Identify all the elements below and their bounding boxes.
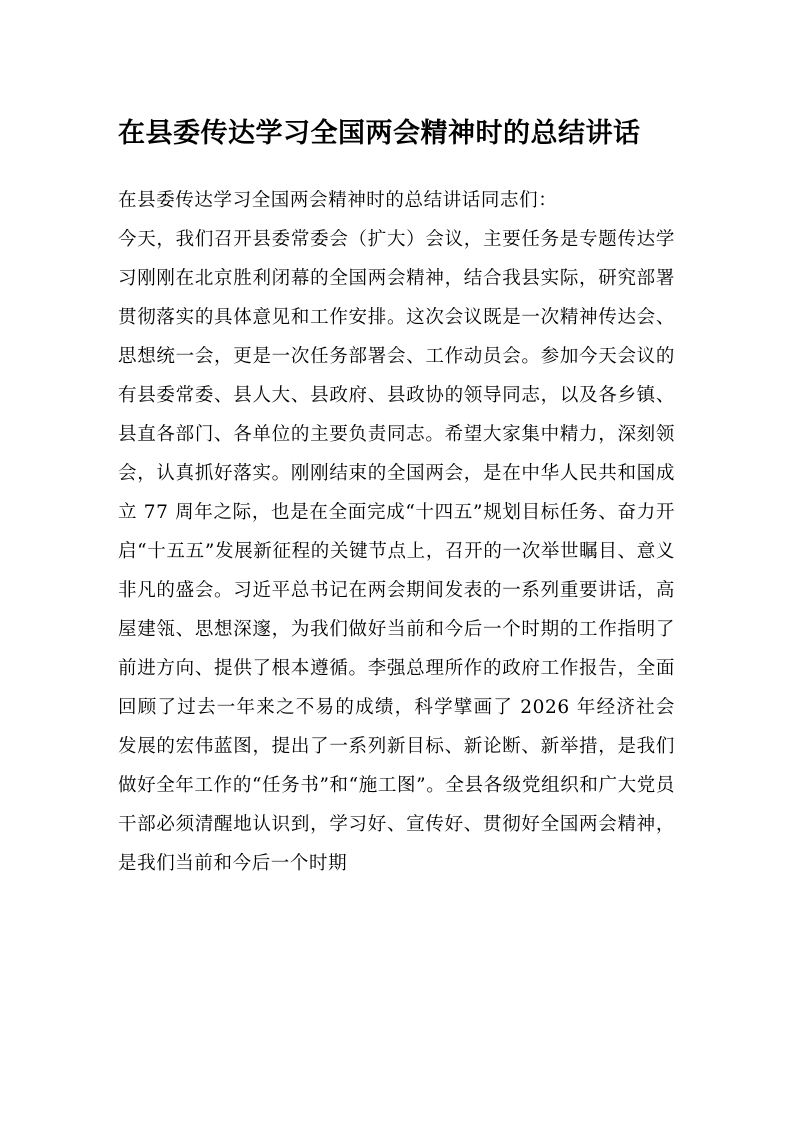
paragraph-2: 今天，我们召开县委常委会（扩大）会议，主要任务是专题传达学习刚刚在北京胜利闭幕的全国两会精神，结合我县实际，研究部署贯彻落实的具体意见和工作安排。这次会议既是一次精神传达会、思想统一会，更是一次任务部署会、工作动员会。参加今天会议的有县委常委、县人大、县政府、县政协的领导同志，以及各乡镇、县直各部门、各单位的主要负责同志。希望大家集中精力，深刻领会，认真抓好落实。刚刚结束的全国两会，是在中华人民共和国成立 77 周年之际，也是在全面完成“十四五”规划目标任务、奋力开启“十五五”发展新征程的关键节点上，召开的一次举世瞩目、意义非凡的盛会。习近平总书记在两会期间发表的一系列重要讲话，高屋建瓴、思想深邃，为我们做好当前和今后一个时期的工作指明了前进方向、提供了根本遵循。李强总理所作的政府工作报告，全面回顾了过去一年来之不易的成绩，科学擘画了 2026 年经济社会发展的宏伟蓝图，提出了一系列新目标、新论断、新举措，是我们做好全年工作的“任务书”和“施工图”。全县各级党组织和广大党员干部必须清醒地认识到，学习好、宣传好、贯彻好全国两会精神，是我们当前和今后一个时期 [118, 229, 675, 874]
page-title: 在县委传达学习全国两会精神时的总结讲话 [118, 118, 641, 149]
document-body [118, 181, 675, 883]
paragraph-1: 在县委传达学习全国两会精神时的总结讲话同志们： [118, 190, 558, 211]
